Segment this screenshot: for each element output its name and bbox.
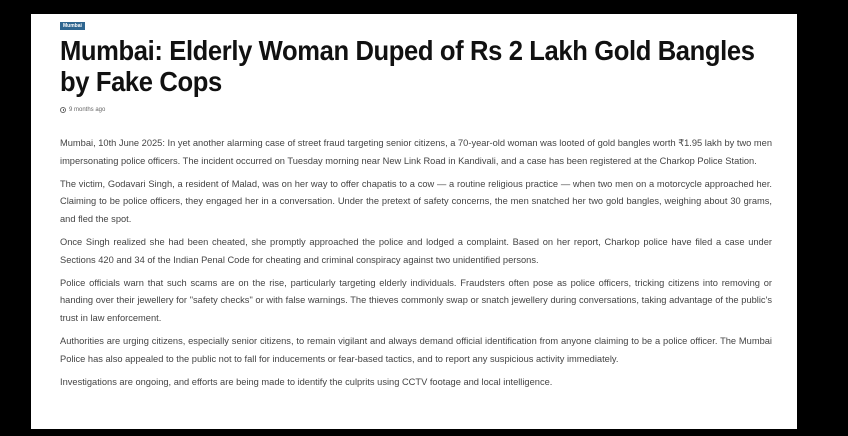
paragraph: Police officials warn that such scams are on the rise, particularly targeting elderly individuals. Fraudsters often pose as police officers, tricking citizens into removing or handing over their jewellery for "safety checks" or with false warnings. The thieves commonly swap or snatch jewellery during conversations, taking advantage of the public's trust in law enforcement. [60,277,772,324]
timestamp: 9 months ago [69,107,106,113]
paragraph: Once Singh realized she had been cheated, she promptly approached the police and lodged a complaint. Based on her report, Charkop police have filed a case under Sections 420 and 34 of the Indian Penal Code for cheating and criminal conspiracy against two unidentified persons. [60,236,772,265]
article-container [60,14,772,396]
clock-icon [60,107,66,113]
category-badge[interactable]: Mumbai [60,22,85,30]
paragraph: Authorities are urging citizens, especially senior citizens, to remain vigilant and always demand official identification from anyone claiming to be a police officer. The Mumbai Police has also appealed to the public not to fall for inducements or fear-based tactics, and to report any suspicious activity immediately. [60,335,772,364]
article-body [60,135,772,391]
paragraph: The victim, Godavari Singh, a resident of Malad, was on her way to offer chapatis to a cow — a routine religious practice — when two men on a motorcycle approached her. Claiming to be police officers, they engaged her in a conversation. Under the pretext of safety concerns, the men snatched her two gold bangles, weighing about 30 grams, and fled the spot. [60,178,772,225]
paragraph: Investigations are ongoing, and efforts are being made to identify the culprits using CCTV footage and local intelligence. [60,376,553,387]
article-page [31,14,797,429]
article-title: Mumbai: Elderly Woman Duped of Rs 2 Lakh Gold Bangles by Fake Cops [60,35,755,97]
paragraph: Mumbai, 10th June 2025: In yet another alarming case of street fraud targeting senior citizens, a 70-year-old woman was looted of gold bangles worth ₹1.95 lakh by two men impersonating police officers. The incident occurred on Tuesday morning near New Link Road in Kandivali, and a case has been registered at the Charkop Police Station. [60,138,772,166]
article-meta [60,107,772,113]
